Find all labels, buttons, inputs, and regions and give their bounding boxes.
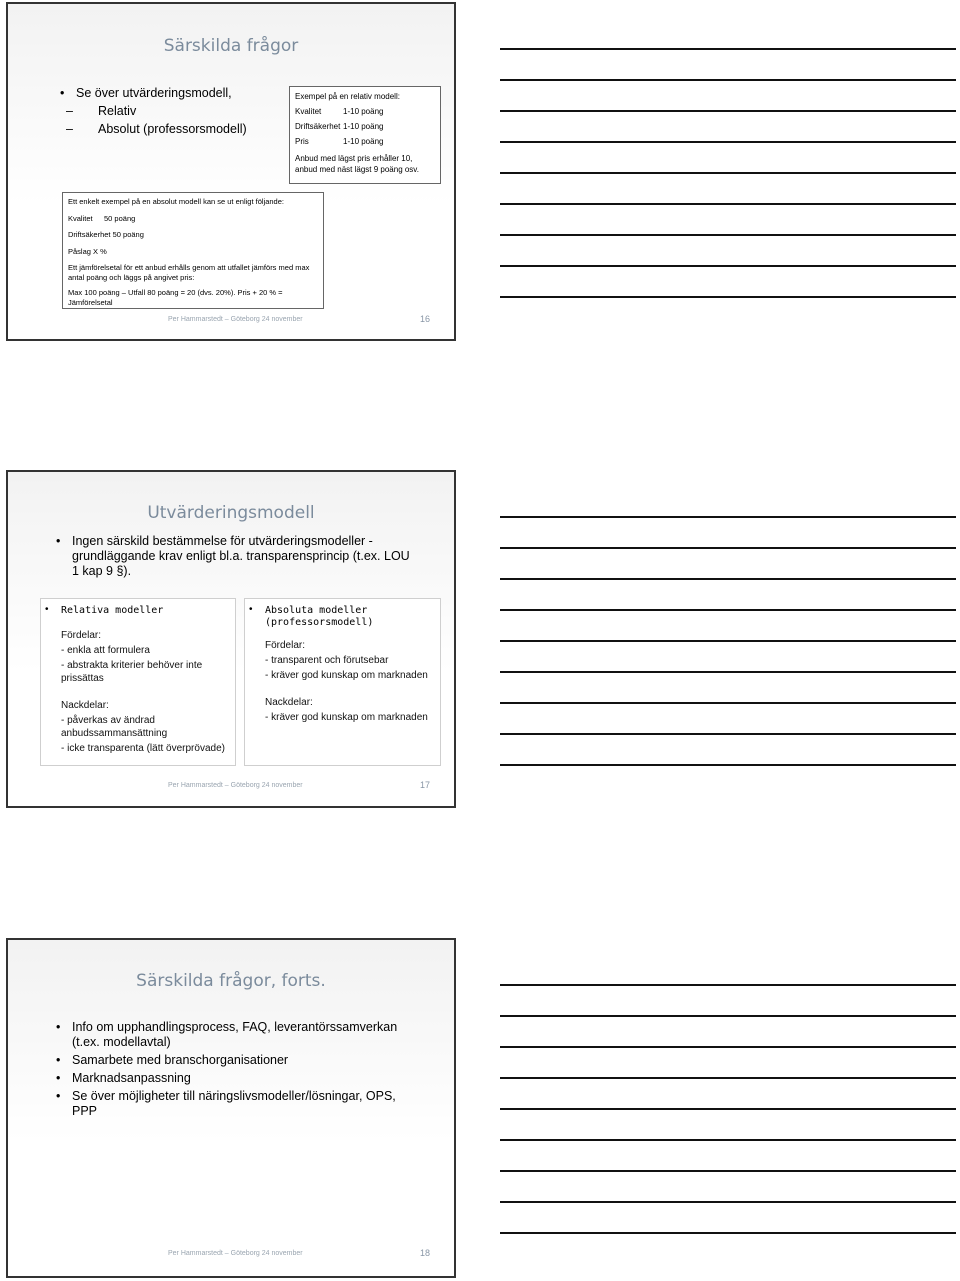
bullet-list (60, 84, 290, 138)
notes-lines-1 (500, 48, 956, 327)
note-line (500, 1077, 956, 1079)
note-line (500, 516, 956, 518)
absolute-kvalitet-row: Kvalitet 50 poäng (68, 213, 136, 223)
absolute-box-formula: Max 100 poäng – Utfall 80 poäng = 20 (dvs. 20%). Pris + 20 % = Jämförelsetal (68, 288, 283, 307)
pros-label: Fördelar: (61, 630, 102, 641)
note-line (500, 671, 956, 673)
note-line (500, 1170, 956, 1172)
note-line (500, 48, 956, 50)
note-line (500, 1108, 956, 1110)
note-line (500, 1232, 956, 1234)
column-heading: Relativa modeller (61, 605, 164, 616)
list-item: • Marknadsanpassning (56, 1071, 416, 1086)
slide-17 (6, 470, 456, 808)
relative-row: Driftsäkerhet 1-10 poäng (295, 122, 384, 131)
note-line (500, 547, 956, 549)
pro-item: - abstrakta kriterier behöver inte prissättas (61, 660, 203, 684)
list-item: • Se över möjligheter till näringslivsmodeller/lösningar, OPS, PPP (56, 1089, 416, 1119)
note-line (500, 1139, 956, 1141)
note-line (500, 296, 956, 298)
note-line (500, 172, 956, 174)
note-line (500, 1046, 956, 1048)
slide-title: Särskilda frågor (163, 36, 299, 56)
slide-footer: Per Hammarstedt – Göteborg 24 november (168, 782, 303, 789)
relative-models-column (40, 598, 236, 766)
slide-footer: Per Hammarstedt – Göteborg 24 november (168, 1250, 303, 1257)
note-line (500, 702, 956, 704)
note-line (500, 640, 956, 642)
sub-bullet-absolut: – Absolut (professorsmodell) (60, 120, 290, 138)
absolute-models-column (244, 598, 441, 766)
page-number: 18 (419, 1248, 430, 1258)
note-line (500, 764, 956, 766)
note-line (500, 1201, 956, 1203)
bullet-icon: • (45, 604, 49, 615)
note-line (500, 984, 956, 986)
pros-label: Fördelar: (265, 640, 306, 651)
note-line (500, 234, 956, 236)
relative-box-heading: Exempel på en relativ modell: (295, 92, 400, 101)
pro-item: - enkla att formulera (61, 645, 150, 656)
page-number: 17 (419, 780, 430, 790)
absolute-model-box (62, 192, 324, 309)
sub-bullet-relativ: – Relativ (60, 102, 290, 120)
notes-lines-2 (500, 516, 956, 795)
relative-box-note: Anbud med lägst pris erhåller 10, anbud med näst lägst 9 poäng osv. (295, 154, 419, 174)
slide-title: Utvärderingsmodell (147, 503, 315, 523)
note-line (500, 733, 956, 735)
list-item: • Info om upphandlingsprocess, FAQ, leverantörssamverkan (t.ex. modellavtal) (56, 1020, 416, 1050)
note-line (500, 1015, 956, 1017)
con-item: - kräver god kunskap om marknaden (265, 712, 428, 723)
absolute-paslag-row: Påslag X % (68, 246, 107, 256)
bullet-icon: • (249, 604, 253, 615)
note-line (500, 79, 956, 81)
relative-row: Pris 1-10 poäng (295, 137, 384, 146)
slide-footer: Per Hammarstedt – Göteborg 24 november (168, 316, 303, 323)
bullet-list (56, 1020, 416, 1122)
cons-label: Nackdelar: (61, 700, 109, 711)
note-line (500, 265, 956, 267)
absolute-drift-row: Driftsäkerhet 50 poäng (68, 230, 144, 239)
note-line (500, 141, 956, 143)
slide-16 (6, 2, 456, 341)
relative-row: Kvalitet 1-10 poäng (295, 107, 384, 116)
pro-item: - transparent och förutsebar (265, 655, 389, 666)
absolute-box-desc: Ett jämförelsetal för ett anbud erhålls genom att utfallet jämförs med max antal poäng och läggs på angivet pris: (68, 263, 310, 282)
page-number: 16 (419, 314, 430, 324)
note-line (500, 110, 956, 112)
con-item: - påverkas av ändrad anbudssammansättning (61, 715, 168, 739)
note-line (500, 203, 956, 205)
con-item: - icke transparenta (lätt överprövade) (61, 743, 225, 754)
notes-lines-3 (500, 984, 956, 1263)
cons-label: Nackdelar: (265, 697, 313, 708)
absolute-box-intro: Ett enkelt exempel på en absolut modell kan se ut enligt följande: (68, 197, 284, 206)
note-line (500, 609, 956, 611)
note-line (500, 578, 956, 580)
relative-model-box (289, 86, 441, 184)
column-heading: Absoluta modeller (professorsmodell) (265, 605, 374, 628)
intro-bullet: • Ingen särskild bestämmelse för utvärderingsmodeller - grundläggande krav enligt bl.a. transparensprincip (t.ex. LOU 1 kap 9 §). (56, 534, 410, 578)
slide-title: Särskilda frågor, forts. (136, 971, 326, 991)
bullet-main: • Se över utvärderingsmodell, (60, 86, 232, 100)
pro-item: - kräver god kunskap om marknaden (265, 670, 428, 681)
list-item: • Samarbete med branschorganisationer (56, 1053, 416, 1068)
slide-18 (6, 938, 456, 1278)
